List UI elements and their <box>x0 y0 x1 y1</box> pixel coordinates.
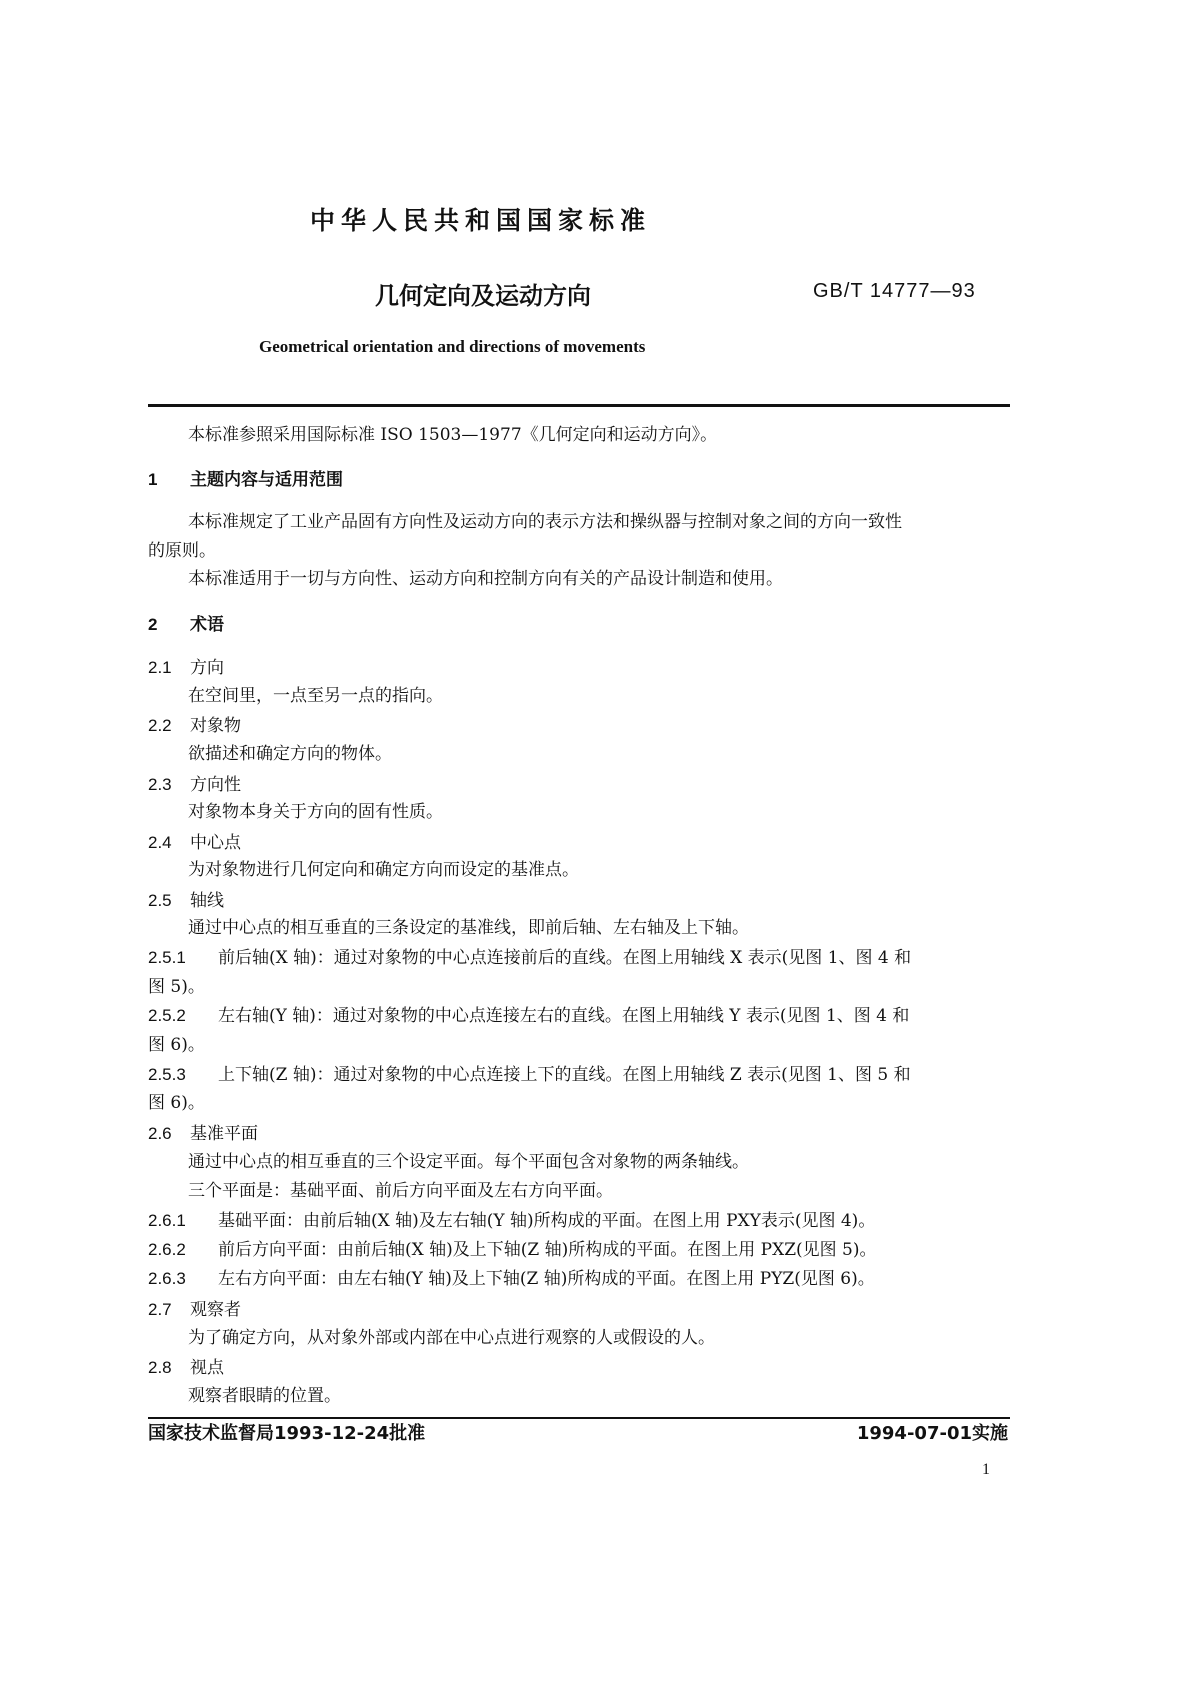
section-number: 2 <box>148 615 158 634</box>
term-definition: 欲描述和确定方向的物体。 <box>188 744 392 764</box>
term-definition: 对象物本身关于方向的固有性质。 <box>188 802 443 822</box>
section-1-heading <box>148 471 343 489</box>
country-standard-heading: 中华人民共和国国家标准 <box>310 206 652 235</box>
term-text: 左右方向平面：由左右轴(Y 轴)及上下轴(Z 轴)所构成的平面。在图上用 PYZ(见图 6)。 <box>218 1269 875 1289</box>
header-divider <box>148 404 1010 407</box>
term-definition: 为对象物进行几何定向和确定方向而设定的基准点。 <box>188 860 579 880</box>
standard-code: GB/T 14777—93 <box>813 280 976 302</box>
term-number: 2.2 <box>148 716 172 735</box>
subterm-continuation: 图 5)。 <box>148 977 205 997</box>
term-heading <box>148 659 224 677</box>
paragraph: 本标准适用于一切与方向性、运动方向和控制方向有关的产品设计制造和使用。 <box>188 569 783 589</box>
term-number: 2.6.1 <box>148 1211 186 1230</box>
term-definition: 三个平面是：基础平面、前后方向平面及左右方向平面。 <box>188 1181 613 1201</box>
section-title: 术语 <box>190 615 224 635</box>
term-heading <box>148 1359 224 1377</box>
term-number: 2.5.1 <box>148 948 186 967</box>
term-definition: 为了确定方向，从对象外部或内部在中心点进行观察的人或假设的人。 <box>188 1328 715 1348</box>
paragraph: 的原则。 <box>148 541 216 561</box>
document-title-en: Geometrical orientation and directions of movements <box>259 337 646 356</box>
subterm-continuation: 图 6)。 <box>148 1035 205 1055</box>
term-title: 轴线 <box>190 891 224 911</box>
page-number: 1 <box>982 1461 990 1478</box>
subterm-line <box>148 1212 875 1230</box>
term-text: 前后轴(X 轴)：通过对象物的中心点连接前后的直线。在图上用轴线 X 表示(见图 1、图 4 和 <box>218 948 912 968</box>
term-number: 2.6.3 <box>148 1269 186 1288</box>
term-number: 2.7 <box>148 1300 172 1319</box>
term-heading <box>148 834 241 852</box>
document-title-cn: 几何定向及运动方向 <box>375 282 591 310</box>
term-title: 方向性 <box>190 775 241 795</box>
term-definition: 在空间里，一点至另一点的指向。 <box>188 686 443 706</box>
term-title: 方向 <box>190 658 224 678</box>
term-heading <box>148 1301 241 1319</box>
intro-text: 本标准参照采用国际标准 ISO 1503—1977《几何定向和运动方向》。 <box>188 425 718 445</box>
subterm-continuation: 图 6)。 <box>148 1093 205 1113</box>
term-number: 2.1 <box>148 658 172 677</box>
approval-line: 国家技术监督局1993-12-24批准 <box>148 1423 426 1444</box>
term-text: 左右轴(Y 轴)：通过对象物的中心点连接左右的直线。在图上用轴线 Y 表示(见图 1、图 4 和 <box>218 1006 910 1026</box>
term-number: 2.6 <box>148 1124 172 1143</box>
term-heading <box>148 1125 258 1143</box>
term-number: 2.5.3 <box>148 1065 186 1084</box>
term-definition: 观察者眼睛的位置。 <box>188 1386 341 1406</box>
term-number: 2.6.2 <box>148 1240 186 1259</box>
term-heading <box>148 892 224 910</box>
term-text: 基础平面：由前后轴(X 轴)及左右轴(Y 轴)所构成的平面。在图上用 PXY表示(见图 4)。 <box>218 1211 876 1231</box>
subterm-line <box>148 1270 875 1288</box>
section-number: 1 <box>148 470 158 489</box>
term-number: 2.5 <box>148 891 172 910</box>
term-heading <box>148 776 241 794</box>
footer-divider <box>148 1417 1010 1419</box>
paragraph: 本标准规定了工业产品固有方向性及运动方向的表示方法和操纵器与控制对象之间的方向一致性 <box>188 512 902 532</box>
term-number: 2.4 <box>148 833 172 852</box>
term-title: 视点 <box>190 1358 224 1378</box>
term-number: 2.3 <box>148 775 172 794</box>
term-definition: 通过中心点的相互垂直的三条设定的基准线，即前后轴、左右轴及上下轴。 <box>188 918 749 938</box>
section-2-heading <box>148 616 224 634</box>
term-number: 2.8 <box>148 1358 172 1377</box>
term-title: 对象物 <box>190 716 241 736</box>
section-title: 主题内容与适用范围 <box>190 470 343 490</box>
term-heading <box>148 717 241 735</box>
subterm-line <box>148 1241 877 1259</box>
term-text: 前后方向平面：由前后轴(X 轴)及上下轴(Z 轴)所构成的平面。在图上用 PXZ(见图 5)。 <box>218 1240 877 1260</box>
term-title: 中心点 <box>190 833 241 853</box>
subterm-line <box>148 949 911 967</box>
term-number: 2.5.2 <box>148 1006 186 1025</box>
term-text: 上下轴(Z 轴)：通过对象物的中心点连接上下的直线。在图上用轴线 Z 表示(见图 1、图 5 和 <box>218 1065 911 1085</box>
subterm-line <box>148 1007 909 1025</box>
effective-date: 1994-07-01实施 <box>856 1423 1008 1444</box>
term-definition: 通过中心点的相互垂直的三个设定平面。每个平面包含对象物的两条轴线。 <box>188 1152 749 1172</box>
term-title: 观察者 <box>190 1300 241 1320</box>
term-title: 基准平面 <box>190 1124 258 1144</box>
subterm-line <box>148 1066 911 1084</box>
